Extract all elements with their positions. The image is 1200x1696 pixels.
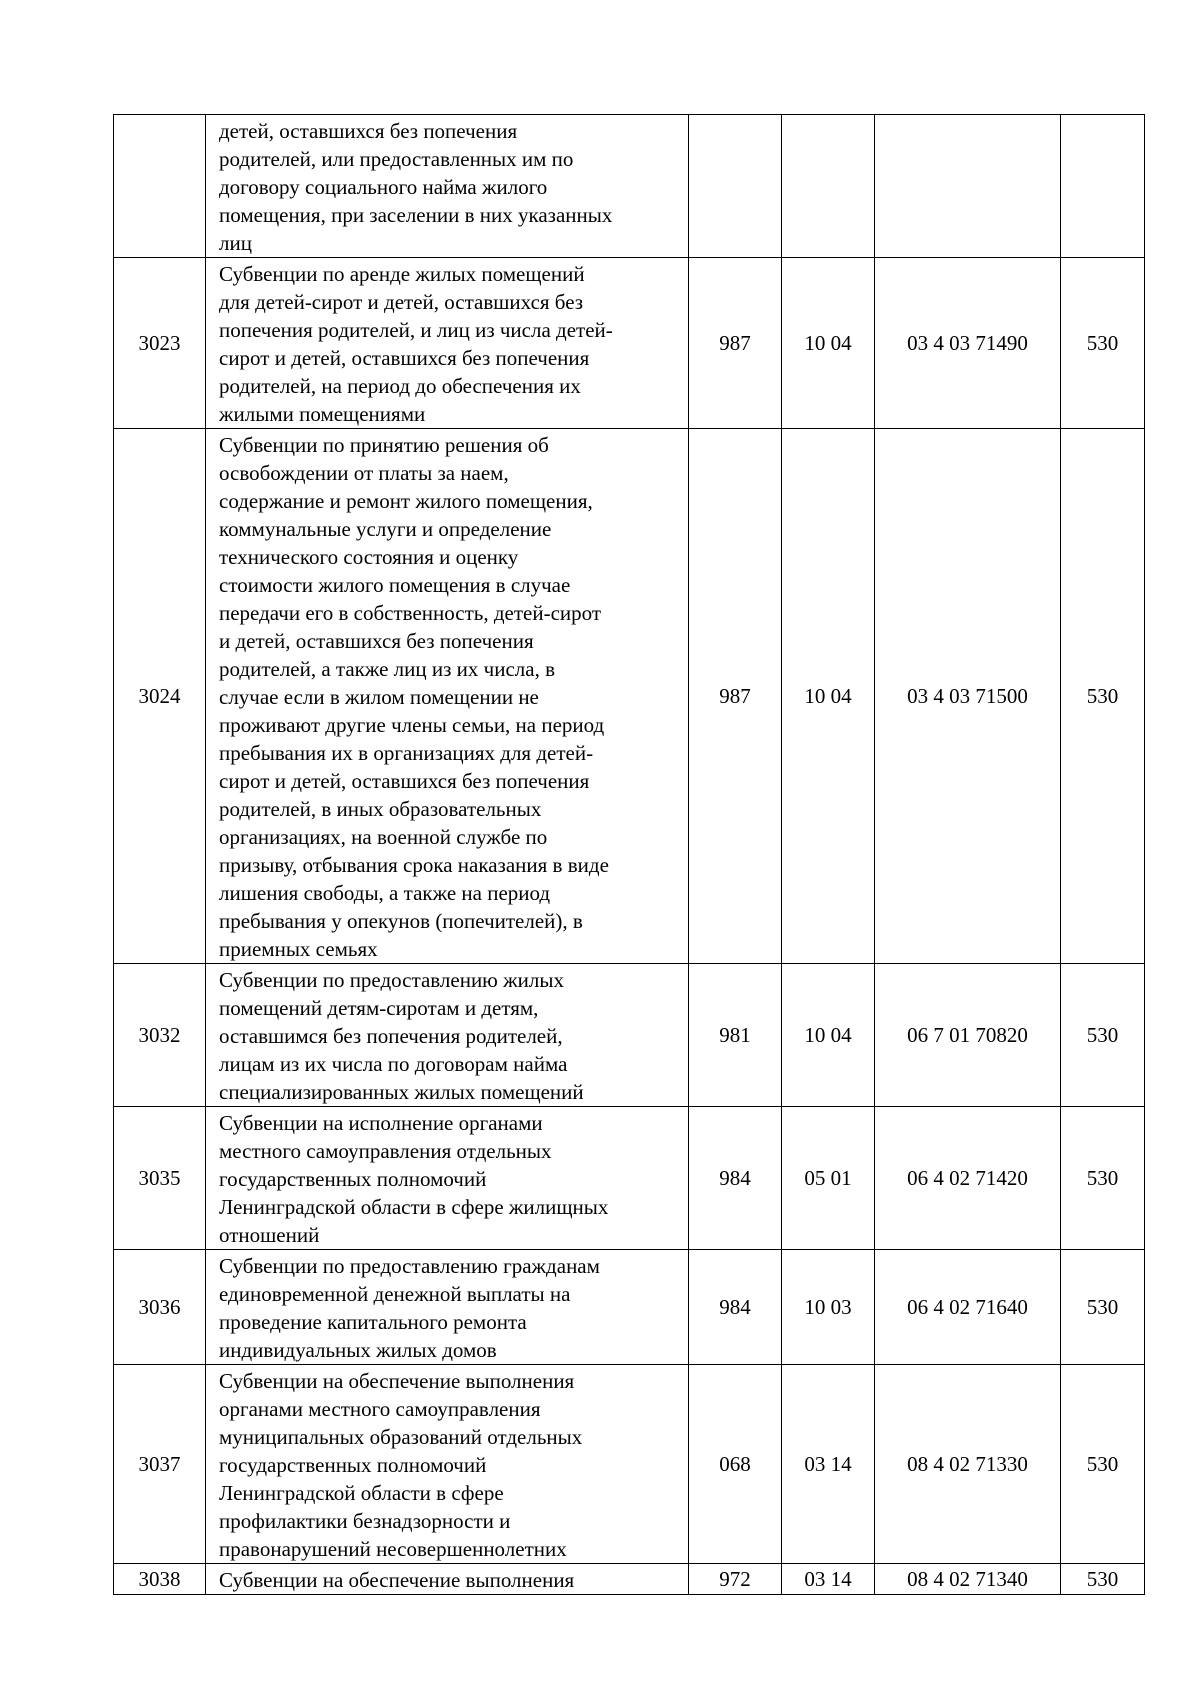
description-line: Субвенции по принятию решения об bbox=[219, 433, 549, 457]
description-line: Субвенции на обеспечение выполнения bbox=[219, 1568, 575, 1592]
table-row bbox=[114, 964, 1145, 1107]
row-description-cell bbox=[206, 429, 689, 964]
row-section-code-cell: 03 14 bbox=[782, 1564, 875, 1595]
description-line: правонарушений несовершеннолетних bbox=[219, 1537, 567, 1561]
row-target-code-cell: 08 4 02 71330 bbox=[875, 1365, 1061, 1564]
description-line: передачи его в собственность, детей-сирот bbox=[219, 601, 602, 625]
row-target-code-cell: 03 4 03 71490 bbox=[875, 258, 1061, 429]
row-section-code-cell: 10 04 bbox=[782, 964, 875, 1107]
row-expense-code-cell bbox=[1061, 115, 1145, 258]
row-code-cell: 3035 bbox=[114, 1107, 206, 1250]
description-line: местного самоуправления отдельных bbox=[219, 1139, 552, 1163]
description-line: и детей, оставшихся без попечения bbox=[219, 629, 534, 653]
description-line: пребывания их в организациях для детей- bbox=[219, 741, 594, 765]
row-target-code-cell: 06 7 01 70820 bbox=[875, 964, 1061, 1107]
row-admin-code-cell: 987 bbox=[689, 258, 782, 429]
description-line: профилактики безнадзорности и bbox=[219, 1509, 511, 1533]
row-target-code-cell: 08 4 02 71340 bbox=[875, 1564, 1061, 1595]
description-line: проведение капитального ремонта bbox=[219, 1310, 527, 1334]
description-line: помещений детям-сиротам и детям, bbox=[219, 996, 539, 1020]
row-expense-code-cell: 530 bbox=[1061, 1365, 1145, 1564]
row-code-cell: 3037 bbox=[114, 1365, 206, 1564]
row-section-code-cell: 03 14 bbox=[782, 1365, 875, 1564]
description-line: Ленинградской области в сфере bbox=[219, 1481, 504, 1505]
row-section-code-cell: 10 03 bbox=[782, 1250, 875, 1365]
row-admin-code-cell: 987 bbox=[689, 429, 782, 964]
row-admin-code-cell: 972 bbox=[689, 1564, 782, 1595]
description-line: содержание и ремонт жилого помещения, bbox=[219, 489, 593, 513]
description-line: сирот и детей, оставшихся без попечения bbox=[219, 769, 590, 793]
description-line: лицам из их числа по договорам найма bbox=[219, 1052, 568, 1076]
description-line: жилыми помещениями bbox=[219, 402, 426, 426]
table-row bbox=[114, 1107, 1145, 1250]
row-expense-code-cell: 530 bbox=[1061, 964, 1145, 1107]
description-line: Субвенции на обеспечение выполнения bbox=[219, 1369, 575, 1393]
table-row bbox=[114, 1365, 1145, 1564]
description-line: индивидуальных жилых домов bbox=[219, 1338, 497, 1362]
table-row bbox=[114, 115, 1145, 258]
table-row bbox=[114, 1250, 1145, 1365]
description-line: организациях, на военной службе по bbox=[219, 825, 548, 849]
description-line: случае если в жилом помещении не bbox=[219, 685, 539, 709]
description-line: приемных семьях bbox=[219, 937, 378, 961]
description-line: договору социального найма жилого bbox=[219, 175, 548, 199]
description-line: органами местного самоуправления bbox=[219, 1397, 541, 1421]
description-line: Субвенции на исполнение органами bbox=[219, 1111, 543, 1135]
description-line: родителей, на период до обеспечения их bbox=[219, 374, 581, 398]
row-expense-code-cell: 530 bbox=[1061, 1107, 1145, 1250]
row-code-cell: 3024 bbox=[114, 429, 206, 964]
row-code-cell: 3023 bbox=[114, 258, 206, 429]
row-section-code-cell bbox=[782, 115, 875, 258]
row-admin-code-cell bbox=[689, 115, 782, 258]
description-line: государственных полномочий bbox=[219, 1167, 487, 1191]
description-line: попечения родителей, и лиц из числа детей- bbox=[219, 318, 613, 342]
description-line: коммунальные услуги и определение bbox=[219, 517, 552, 541]
row-code-cell: 3036 bbox=[114, 1250, 206, 1365]
description-line: государственных полномочий bbox=[219, 1453, 487, 1477]
row-target-code-cell: 06 4 02 71640 bbox=[875, 1250, 1061, 1365]
description-line: технического состояния и оценку bbox=[219, 545, 519, 569]
description-line: Субвенции по аренде жилых помещений bbox=[219, 262, 585, 286]
description-line: Ленинградской области в сфере жилищных bbox=[219, 1195, 609, 1219]
row-admin-code-cell: 068 bbox=[689, 1365, 782, 1564]
row-admin-code-cell: 981 bbox=[689, 964, 782, 1107]
row-target-code-cell: 06 4 02 71420 bbox=[875, 1107, 1061, 1250]
table-row bbox=[114, 1564, 1145, 1595]
description-line: отношений bbox=[219, 1223, 320, 1247]
row-section-code-cell: 10 04 bbox=[782, 429, 875, 964]
row-expense-code-cell: 530 bbox=[1061, 429, 1145, 964]
row-description-cell bbox=[206, 1365, 689, 1564]
row-description-cell bbox=[206, 964, 689, 1107]
subvention-table bbox=[113, 114, 1145, 1595]
row-code-cell: 3038 bbox=[114, 1564, 206, 1595]
row-description-cell bbox=[206, 1564, 689, 1595]
row-code-cell bbox=[114, 115, 206, 258]
description-line: стоимости жилого помещения в случае bbox=[219, 573, 571, 597]
description-line: родителей, в иных образовательных bbox=[219, 797, 542, 821]
row-code-cell: 3032 bbox=[114, 964, 206, 1107]
row-target-code-cell bbox=[875, 115, 1061, 258]
description-line: родителей, а также лиц из их числа, в bbox=[219, 657, 555, 681]
row-admin-code-cell: 984 bbox=[689, 1250, 782, 1365]
description-line: единовременной денежной выплаты на bbox=[219, 1282, 571, 1306]
row-description-cell bbox=[206, 1107, 689, 1250]
row-section-code-cell: 05 01 bbox=[782, 1107, 875, 1250]
description-line: лиц bbox=[219, 231, 252, 255]
description-line: Субвенции по предоставлению гражданам bbox=[219, 1254, 600, 1278]
description-line: проживают другие члены семьи, на период bbox=[219, 713, 605, 737]
description-line: оставшимся без попечения родителей, bbox=[219, 1024, 563, 1048]
row-description-cell bbox=[206, 1250, 689, 1365]
row-description-cell bbox=[206, 115, 689, 258]
description-line: помещения, при заселении в них указанных bbox=[219, 203, 613, 227]
description-line: призыву, отбывания срока наказания в виде bbox=[219, 853, 609, 877]
row-expense-code-cell: 530 bbox=[1061, 1564, 1145, 1595]
row-expense-code-cell: 530 bbox=[1061, 1250, 1145, 1365]
table-row bbox=[114, 429, 1145, 964]
description-line: лишения свободы, а также на период bbox=[219, 881, 551, 905]
description-line: для детей-сирот и детей, оставшихся без bbox=[219, 290, 584, 314]
description-line: пребывания у опекунов (попечителей), в bbox=[219, 909, 583, 933]
row-admin-code-cell: 984 bbox=[689, 1107, 782, 1250]
row-section-code-cell: 10 04 bbox=[782, 258, 875, 429]
table-body bbox=[114, 115, 1145, 1595]
description-line: освобождении от платы за наем, bbox=[219, 461, 509, 485]
row-description-cell bbox=[206, 258, 689, 429]
description-line: детей, оставшихся без попечения bbox=[219, 119, 518, 143]
table-row bbox=[114, 258, 1145, 429]
description-line: Субвенции по предоставлению жилых bbox=[219, 968, 564, 992]
description-line: специализированных жилых помещений bbox=[219, 1080, 584, 1104]
row-target-code-cell: 03 4 03 71500 bbox=[875, 429, 1061, 964]
description-line: муниципальных образований отдельных bbox=[219, 1425, 583, 1449]
description-line: родителей, или предоставленных им по bbox=[219, 147, 574, 171]
row-expense-code-cell: 530 bbox=[1061, 258, 1145, 429]
description-line: сирот и детей, оставшихся без попечения bbox=[219, 346, 590, 370]
